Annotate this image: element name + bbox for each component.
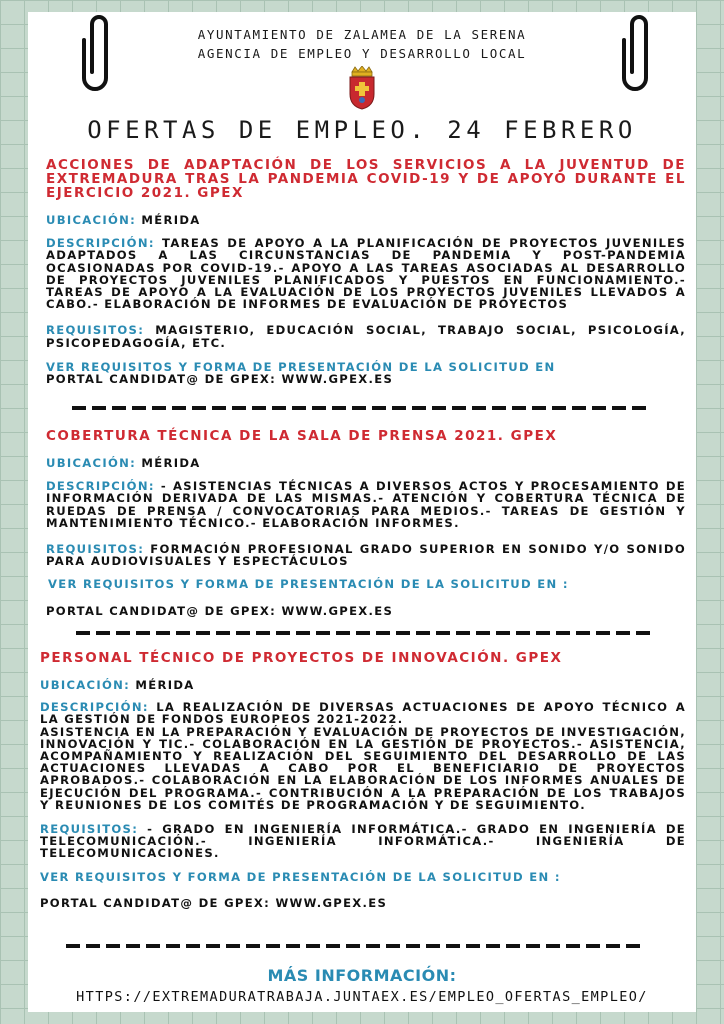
location-row — [40, 679, 686, 691]
separator — [66, 944, 646, 948]
location-label: UBICACIÓN: — [46, 456, 137, 470]
location-value: MÉRIDA — [135, 678, 195, 692]
portal-link[interactable]: PORTAL CANDIDAT@ DE GPEX: WWW.GPEX.ES — [46, 603, 394, 618]
requirements-row — [46, 543, 686, 567]
requirements-label: REQUISITOS: — [46, 323, 145, 338]
description-value: - ASISTENCIAS TÉCNICAS A DIVERSOS ACTOS Y PROCESAMIENTO DE INFORMACIÓN DERIVADA DE LAS MISMAS.- ATENCIÓN Y COBERTURA TÉCNICA DE RUEDAS DE PRENSA / CONVOCATORIAS PARA MEDIOS.- TAREAS DE GESTIÓN Y MANTENIMIENTO TÉCNICO.- ELABORACIÓN INFORMES. — [46, 479, 686, 530]
apply-info-label: VER REQUISITOS Y FORMA DE PRESENTACIÓN DE LA SOLICITUD EN : — [48, 577, 569, 592]
requirements-value: - GRADO EN INGENIERÍA INFORMÁTICA.- GRADO EN INGENIERÍA DE TELECOMUNICACIÓN.- INGENIERÍA INFORMÁTICA.- INGENIERÍA DE TELECOMUNICACIONES. — [40, 822, 686, 861]
apply-info-label: VER REQUISITOS Y FORMA DE PRESENTACIÓN DE LA SOLICITUD EN — [46, 359, 556, 374]
description-row — [46, 480, 686, 529]
requirements-row — [46, 324, 686, 348]
job-offer — [46, 429, 686, 617]
separator — [72, 406, 652, 410]
description-row — [40, 701, 686, 725]
description-row — [46, 237, 686, 310]
portal-link[interactable]: PORTAL CANDIDAT@ DE GPEX: WWW.GPEX.ES — [40, 895, 388, 910]
requirements-label: REQUISITOS: — [46, 542, 145, 557]
org-name: AYUNTAMIENTO DE ZALAMEA DE LA SERENA — [197, 27, 527, 42]
description-value: LA REALIZACIÓN DE DIVERSAS ACTUACIONES DE APOYO TÉCNICO A LA GESTIÓN DE FONDOS EUROPEOS 2021-2022. — [40, 700, 686, 727]
requirements-row — [40, 823, 686, 860]
description-extra: ASISTENCIA EN LA PREPARACIÓN Y EVALUACIÓN DE PROYECTOS DE INVESTIGACIÓN, INNOVACIÓN Y TIC.- COLABORACIÓN EN LA GESTIÓN DE PROYECTOS.- ASISTENCIA, ACOMPAÑAMIENTO Y REALIZACIÓN DEL SEGUIMIENTO DEL DESARROLLO DE LAS ACTUACIONES LLEVADAS A CABO POR EL BENEFICIARIO DE PROYECTOS APROBADOS.- COLABORACIÓN EN LA ELABORACIÓN DE LOS INFORMES ANUALES DE EJECUCIÓN DEL PROGRAMA.- CONTRIBUCIÓN A LA PREPARACIÓN DE LOS TRABAJOS Y REUNIONES DE LOS COMITÉS DE PROGRAMACIÓN Y DE SEGUIMIENTO. — [40, 724, 686, 812]
location-row — [46, 214, 686, 226]
requirements-label: REQUISITOS: — [40, 822, 139, 837]
separator — [76, 631, 656, 635]
description-label: DESCRIPCIÓN: — [46, 236, 155, 251]
requirements-value: MAGISTERIO, EDUCACIÓN SOCIAL, TRABAJO SOCIAL, PSICOLOGÍA, PSICOPEDAGOGÍA, ETC. — [46, 323, 687, 350]
description-label: DESCRIPCIÓN: — [46, 479, 155, 494]
location-label: UBICACIÓN: — [46, 213, 137, 227]
more-info-link[interactable]: HTTPS://EXTREMADURATRABAJA.JUNTAEX.ES/EMPLEO_OFERTAS_EMPLEO/ — [76, 989, 648, 1005]
org-department: AGENCIA DE EMPLEO Y DESARROLLO LOCAL — [197, 46, 527, 61]
location-label: UBICACIÓN: — [40, 678, 131, 692]
description-label: DESCRIPCIÓN: — [40, 700, 149, 715]
more-info-heading: MÁS INFORMACIÓN: — [267, 966, 457, 985]
job-offer — [46, 158, 686, 385]
location-value: MÉRIDA — [141, 213, 201, 227]
location-value: MÉRIDA — [141, 456, 201, 470]
apply-info-label: VER REQUISITOS Y FORMA DE PRESENTACIÓN DE LA SOLICITUD EN : — [40, 869, 561, 884]
portal-link[interactable]: PORTAL CANDIDAT@ DE GPEX: WWW.GPEX.ES — [46, 372, 394, 387]
location-row — [46, 457, 686, 469]
coat-of-arms-crest — [346, 66, 378, 110]
requirements-value: FORMACIÓN PROFESIONAL GRADO SUPERIOR EN SONIDO Y/O SONIDO PARA AUDIOVISUALES Y ESPECTÁCULOS — [46, 542, 686, 569]
offer-title: ACCIONES DE ADAPTACIÓN DE LOS SERVICIOS A LA JUVENTUD DE EXTREMADURA TRAS LA PANDEMIA COVID-19 Y DE APOYO DURANTE EL EJERCICIO 2021. GPEX — [46, 157, 686, 201]
job-offer — [40, 651, 686, 909]
page-title: OFERTAS DE EMPLEO. 24 FEBRERO — [87, 116, 637, 144]
offer-title: COBERTURA TÉCNICA DE LA SALA DE PRENSA 2021. GPEX — [46, 428, 558, 444]
offer-title: PERSONAL TÉCNICO DE PROYECTOS DE INNOVACIÓN. GPEX — [40, 650, 563, 666]
description-value: TAREAS DE APOYO A LA PLANIFICACIÓN DE PROYECTOS JUVENILES ADAPTADOS A LAS CIRCUNSTANCIAS DE PANDEMIA Y POST-PANDEMIA OCASIONADAS POR COVID-19.- APOYO A LAS TAREAS ASOCIADAS AL DESARROLLO DE PROYECTOS JUVENILES PLANIFICADOS Y PUESTOS EN FUNCIONAMIENTO.- TAREAS DE APOYO A LA EVALUACIÓN DE LOS PROYECTOS JUVENILES LLEVADOS A CABO.- ELABORACIÓN DE INFORMES DE EVALUACIÓN DE PROYECTOS — [46, 236, 687, 312]
